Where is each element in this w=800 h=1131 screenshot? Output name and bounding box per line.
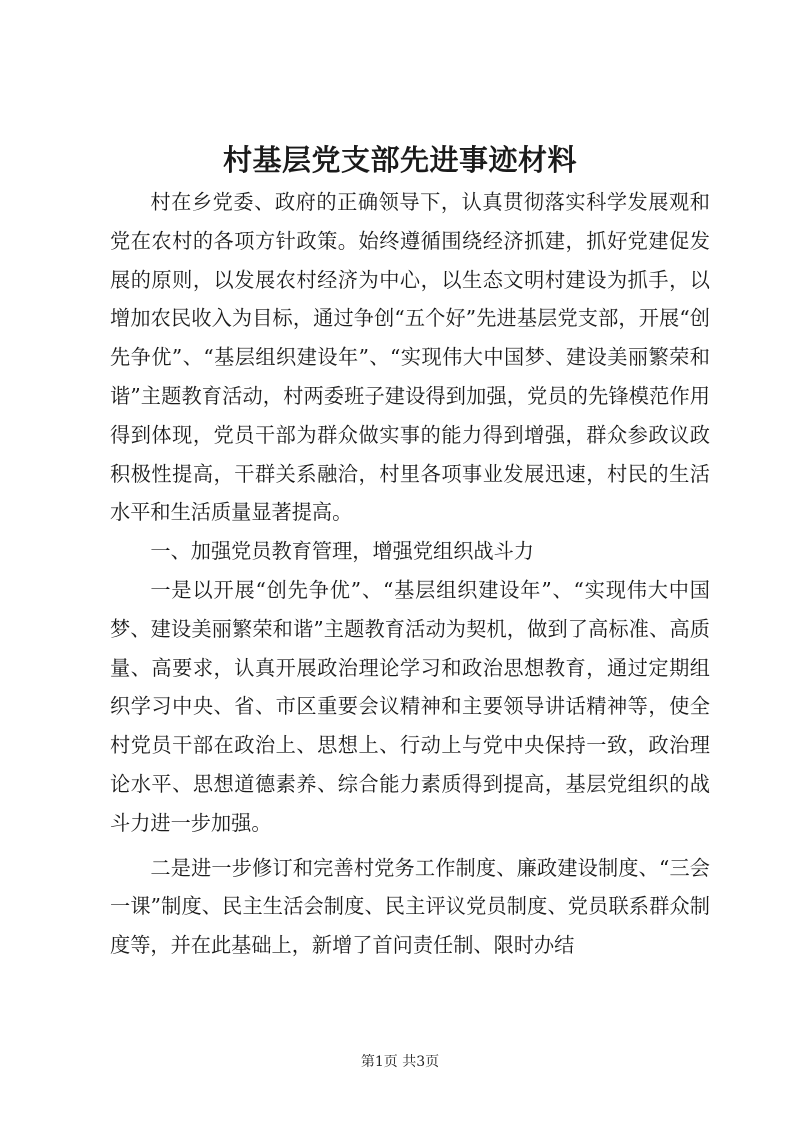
paragraph-item-one: 一是以开展“创先争优”、“基层组织建设年”、“实现伟大中国梦、建设美丽繁荣和谐”主题教育活动为契机，做到了高标准、高质量、高要求，认真开展政治理论学习和政治思想教育，通过定期组织学习中央、省、市区重要会议精神和主要领导讲话精神等，使全村党员干部在政治上、思想上、行动上与党中央保持一致，政治理论水平、思想道德素养、综合能力素质得到提高，基层党组织的战斗力进一步加强。 [110, 577, 710, 835]
document-title: 村基层党支部先进事迹材料 [222, 143, 577, 177]
page-number: 第1页 共3页 [360, 1054, 440, 1070]
paragraph-intro: 村在乡党委、政府的正确领导下，认真贯彻落实科学发展观和党在农村的各项方针政策。始终遵循围绕经济抓建，抓好党建促发展的原则，以发展农村经济为中心，以生态文明村建设为抓手，以增加农民收入为目标，通过争创“五个好”先进基层党支部，开展“创先争优”、“基层组织建设年”、“实现伟大中国梦、建设美丽繁荣和谐”主题教育活动，村两委班子建设得到加强，党员的先锋模范作用得到体现，党员干部为群众做实事的能力得到增强，群众参政议政积极性提高，干群关系融洽，村里各项事业发展迅速，村民的生活水平和生活质量显著提高。 [110, 190, 710, 525]
document-body [110, 183, 710, 965]
section-heading: 一、加强党员教育管理，增强党组织战斗力 [150, 539, 534, 564]
paragraph-item-two: 二是进一步修订和完善村党务工作制度、廉政建设制度、“三会一课”制度、民主生活会制度、民主评议党员制度、党员联系群众制度等，并在此基础上，新增了首问责任制、限时办结 [110, 855, 710, 958]
